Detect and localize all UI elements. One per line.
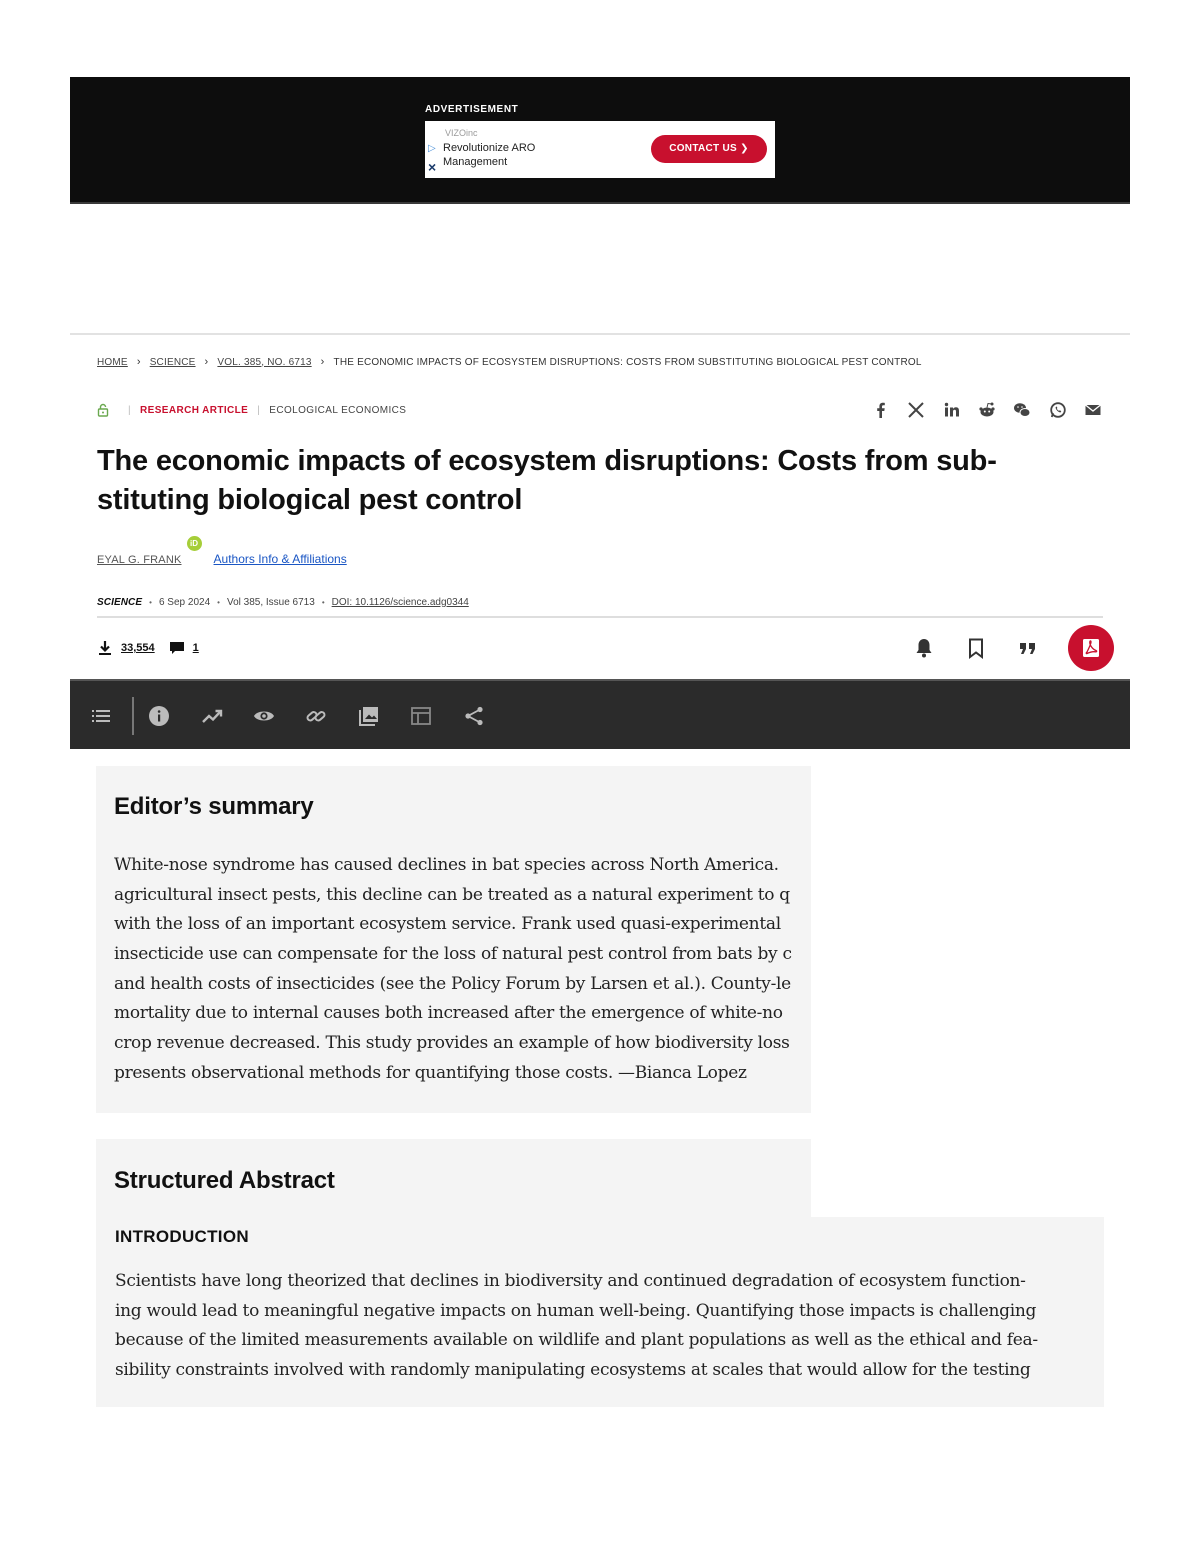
wechat-icon[interactable] <box>1013 401 1031 419</box>
ad-info-icon[interactable]: ▷ <box>428 143 436 154</box>
summary-line: with the loss of an important ecosystem service. Frank used quasi-experimental <box>114 914 781 935</box>
summary-line: White-nose syndrome has caused declines in bat species across North America. <box>114 855 779 875</box>
volume-issue: Vol 385, Issue 6713 <box>226 596 315 608</box>
facebook-icon[interactable] <box>872 401 890 419</box>
bookmark-icon[interactable] <box>964 636 988 660</box>
summary-line: presents observational methods for quantifying those costs. —Bianca Lopez <box>114 1062 747 1083</box>
summary-line: insecticide use can compensate for the loss of natural pest control from bats by c <box>114 944 792 965</box>
article-toolbar <box>70 679 1130 749</box>
doi-link[interactable]: DOI: 10.1126/science.adg0344 <box>331 596 469 608</box>
chevron-right-icon: › <box>136 356 141 368</box>
table-icon[interactable] <box>408 703 434 729</box>
download-icon <box>97 640 113 656</box>
chevron-right-icon: › <box>204 356 209 368</box>
share-icons <box>872 400 1102 420</box>
alert-bell-icon[interactable] <box>912 636 936 660</box>
article-title: The economic impacts of ecosystem disruptions: Costs from sub-stituting biological pest control <box>97 445 997 516</box>
authors-affiliations-link[interactable]: Authors Info & Affiliations <box>213 552 347 566</box>
header-divider <box>70 333 1130 335</box>
article-actions <box>912 625 1114 671</box>
toolbar-divider <box>132 697 134 735</box>
article-type[interactable]: RESEARCH ARTICLE <box>140 404 249 416</box>
editors-summary-heading: Editor’s summary <box>114 793 314 820</box>
cite-quote-icon[interactable] <box>1016 636 1040 660</box>
list-icon[interactable] <box>88 703 114 729</box>
linkedin-icon[interactable] <box>943 401 961 419</box>
breadcrumb-home[interactable]: HOME <box>97 356 128 368</box>
images-icon[interactable] <box>356 703 382 729</box>
comment-icon <box>169 640 185 656</box>
intro-line: ing would lead to meaningful negative impacts on human well-being. Quantifying those impacts is challenging <box>115 1300 1037 1321</box>
article-meta: | RESEARCH ARTICLE | ECOLOGICAL ECONOMICS <box>97 402 406 418</box>
ad-contact-button[interactable]: CONTACT US ❯ <box>651 135 767 163</box>
link-icon[interactable] <box>303 703 329 729</box>
structured-abstract-heading: Structured Abstract <box>114 1167 335 1194</box>
intro-line: sibility constraints involved with randomly manipulating ecosystems at scales that would allow for the testing <box>115 1360 1031 1381</box>
citation-line: SCIENCE • 6 Sep 2024 • Vol 385, Issue 6713 • DOI: 10.1126/science.adg0344 <box>97 596 469 608</box>
advertisement-banner <box>70 77 1130 204</box>
comment-count[interactable]: 1 <box>192 642 199 654</box>
eye-icon[interactable] <box>251 703 277 729</box>
editors-summary-panel <box>96 766 811 1113</box>
reddit-icon[interactable] <box>978 401 996 419</box>
info-icon[interactable] <box>146 703 172 729</box>
introduction-heading: INTRODUCTION <box>115 1227 249 1246</box>
chevron-right-icon: › <box>320 356 325 368</box>
journal-name: SCIENCE <box>97 596 143 608</box>
author-link[interactable]: EYAL G. FRANK <box>97 554 182 566</box>
summary-line: agricultural insect pests, this decline can be treated as a natural experiment to q <box>114 884 790 905</box>
pdf-icon <box>1080 637 1102 659</box>
ad-creative[interactable] <box>425 121 775 178</box>
article-metrics <box>97 638 213 658</box>
intro-line: because of the limited measurements available on wildlife and plant populations as well as the ethical and fea- <box>115 1330 1038 1351</box>
introduction-text <box>115 1267 1100 1386</box>
author-list <box>97 538 347 566</box>
open-access-lock-icon <box>97 403 109 417</box>
citation-divider <box>97 616 1103 618</box>
ad-label: ADVERTISEMENT <box>425 104 519 115</box>
breadcrumb-current: THE ECONOMIC IMPACTS OF ECOSYSTEM DISRUPTIONS: COSTS FROM SUBSTITUTING BIOLOGICAL PEST CONTROL <box>333 356 922 368</box>
summary-line: crop revenue decreased. This study provides an example of how biodiversity loss <box>114 1033 790 1054</box>
share-icon[interactable] <box>461 703 487 729</box>
article-subject[interactable]: ECOLOGICAL ECONOMICS <box>269 404 407 416</box>
orcid-icon[interactable]: iD <box>187 536 202 551</box>
breadcrumb <box>97 355 922 369</box>
publication-date: 6 Sep 2024 <box>158 596 211 608</box>
summary-line: mortality due to internal causes both increased after the emergence of white-no <box>114 1003 783 1024</box>
x-icon[interactable] <box>907 401 925 419</box>
email-icon[interactable] <box>1084 401 1102 419</box>
ad-headline: Revolutionize ARO Management <box>443 142 536 168</box>
pdf-download-button[interactable] <box>1068 625 1114 671</box>
intro-line: Scientists have long theorized that declines in biodiversity and continued degradation of ecosystem function- <box>115 1271 1026 1291</box>
breadcrumb-issue[interactable]: VOL. 385, NO. 6713 <box>217 356 312 368</box>
breadcrumb-science[interactable]: SCIENCE <box>149 356 196 368</box>
structured-abstract-header <box>96 1139 811 1219</box>
whatsapp-icon[interactable] <box>1049 401 1067 419</box>
editors-summary-text <box>114 851 811 1089</box>
download-count[interactable]: 33,554 <box>121 642 155 654</box>
trending-icon[interactable] <box>199 703 225 729</box>
ad-sponsor: VIZOinc <box>445 128 478 138</box>
summary-line: and health costs of insecticides (see the Policy Forum by Larsen et al.). County-le <box>114 973 791 994</box>
ad-close-icon[interactable]: × <box>428 159 437 175</box>
